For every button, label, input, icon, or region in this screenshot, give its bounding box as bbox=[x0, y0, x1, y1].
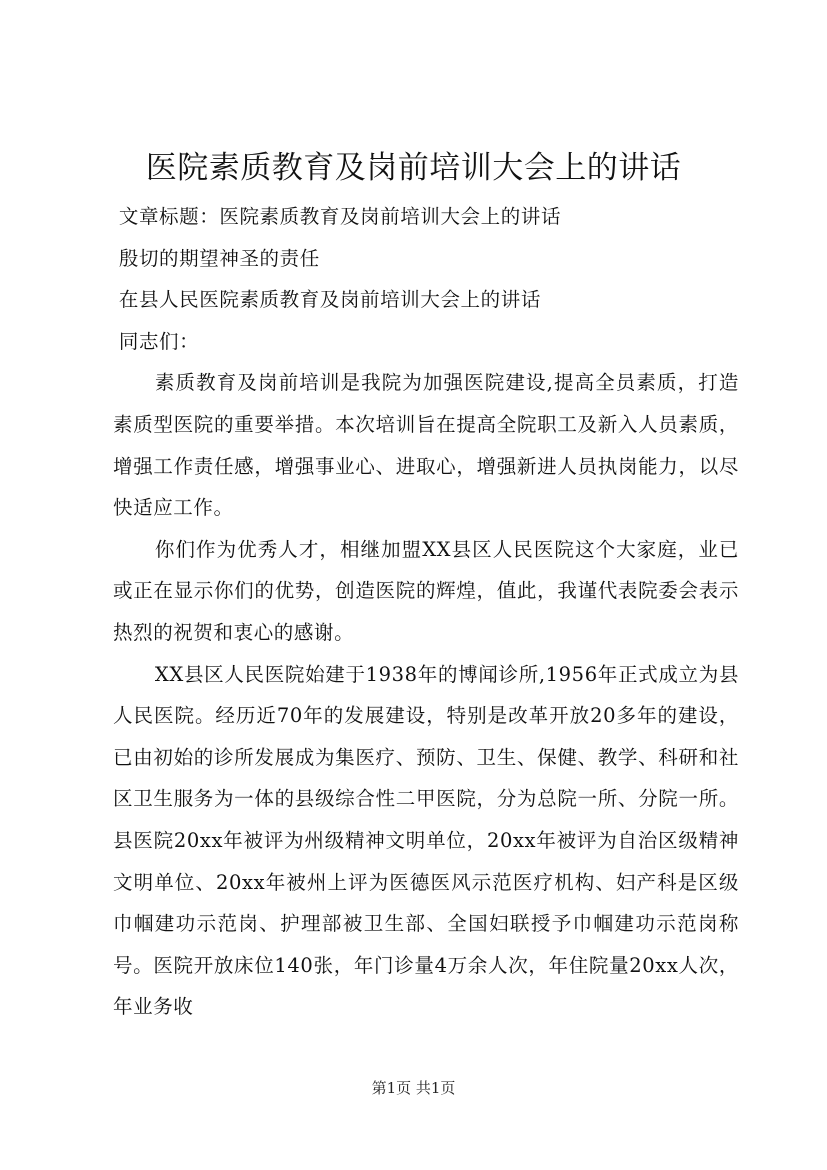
speech-occasion-line: 在县人民医院素质教育及岗前培训大会上的讲话 bbox=[118, 288, 541, 312]
document-title: 医院素质教育及岗前培训大会上的讲话 bbox=[145, 150, 682, 186]
article-title-line: 文章标题：医院素质教育及岗前培训大会上的讲话 bbox=[118, 205, 562, 228]
paragraph-hospital-history: XX县区人民医院始建于1938年的博闻诊所,1956年正式成立为县人民医院。经历近70年的发展建设，特别是改革开放20多年的建设，已由初始的诊所发展成为集医疗、预防、卫生、保健、教学、科研和社区卫生服务为一体的县级综合性二甲医院，分为总院一所、分院一所。县医院20xx年被评为州级精神文明单位，20xx年被评为自治区级精神文明单位、20xx年被州上评为医德医风示范医疗机构、妇产科是区级巾帼建功示范岗、护理部被卫生部、全国妇联授予巾帼建功示范岗称号。医院开放床位140张，年门诊量4万余人次，年住院量20xx人次，年业务收 bbox=[113, 662, 739, 1019]
salutation-line: 同志们： bbox=[118, 329, 200, 353]
page-number-footer: 第1页 共1页 bbox=[371, 1079, 456, 1097]
paragraph-training-purpose: 素质教育及岗前培训是我院为加强医院建设,提高全员素质，打造素质型医院的重要举措。本次培训旨在提高全院职工及新入人员素质，增强工作责任感，增强事业心、进取心，增强新进人员执岗能力，以尽快适应工作。 bbox=[113, 371, 739, 520]
subtitle-line: 殷切的期望神圣的责任 bbox=[118, 246, 320, 270]
document-body bbox=[113, 196, 739, 1028]
paragraph-welcome: 你们作为优秀人才，相继加盟XX县区人民医院这个大家庭，业已或正在显示你们的优势，创造医院的辉煌，值此，我谨代表院委会表示热烈的祝贺和衷心的感谢。 bbox=[113, 537, 739, 644]
